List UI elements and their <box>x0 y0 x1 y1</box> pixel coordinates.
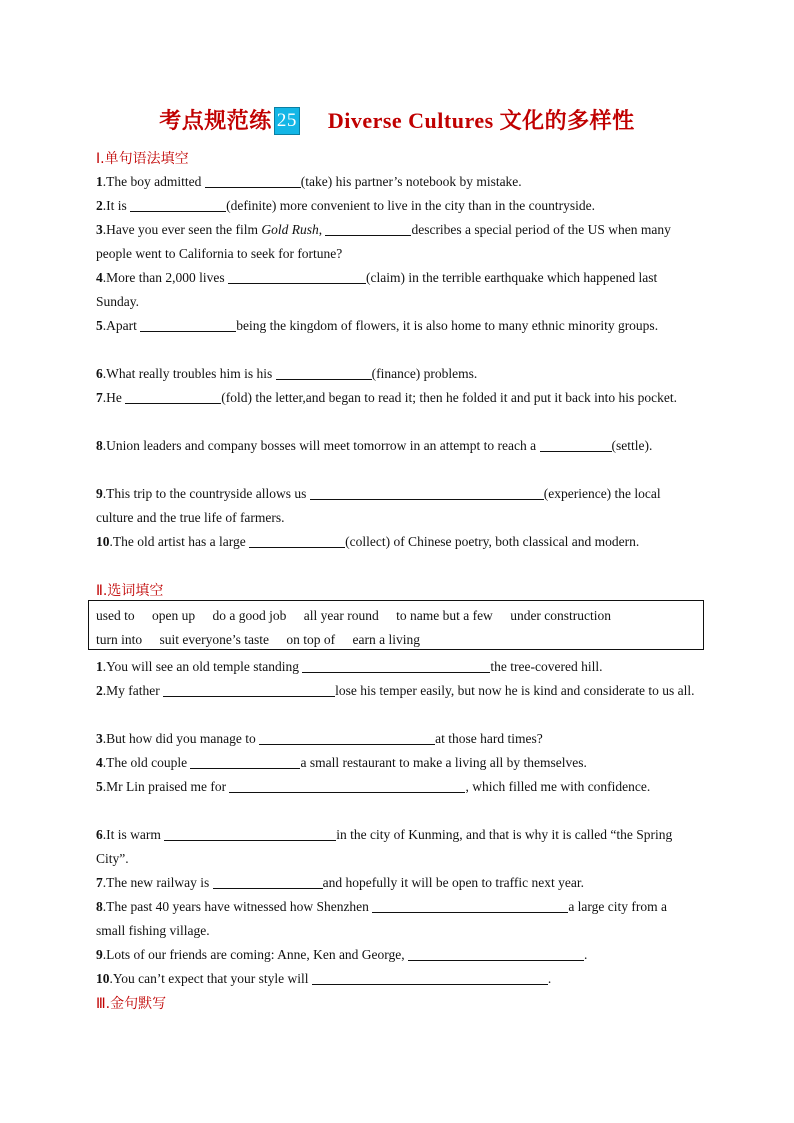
title-en: Diverse Cultures <box>327 108 494 133</box>
answer-blank[interactable] <box>205 173 301 188</box>
word-option: earn a living <box>352 632 420 647</box>
answer-blank[interactable] <box>190 754 300 769</box>
word-option: suit everyone’s taste <box>159 632 269 647</box>
word-option: under construction <box>510 608 612 623</box>
question-1-8: 8.Union leaders and company bosses will meet tomorrow in an attempt to reach a (settle). <box>96 438 653 453</box>
answer-blank[interactable] <box>540 437 612 452</box>
question-1-5: 5.Apart being the kingdom of flowers, it is also home to many ethnic minority groups. <box>96 318 659 333</box>
question-2-8: 8.The past 40 years have witnessed how Shenzhen a large city from a small fishing village. <box>96 899 668 938</box>
answer-blank[interactable] <box>310 485 544 500</box>
question-1-7: 7.He (fold) the letter,and began to read it; then he folded it and put it back into his pocket. <box>96 390 677 405</box>
question-2-2: 2.My father lose his temper easily, but now he is kind and considerate to us all. <box>96 683 695 698</box>
answer-blank[interactable] <box>130 197 226 212</box>
answer-blank[interactable] <box>372 898 568 913</box>
word-bank-row-1 <box>96 604 703 628</box>
word-option: used to <box>96 608 135 623</box>
title-cn-subtitle: 文化的多样性 <box>499 108 635 134</box>
question-2-3: 3.But how did you manage to at those hard times? <box>96 731 543 746</box>
answer-blank[interactable] <box>312 970 548 985</box>
answer-blank[interactable] <box>302 658 490 673</box>
word-option: to name but a few <box>396 608 493 623</box>
title-cn: 考点规范练 <box>159 108 272 134</box>
answer-blank[interactable] <box>259 730 435 745</box>
word-option: do a good job <box>212 608 287 623</box>
answer-blank[interactable] <box>213 874 323 889</box>
answer-blank[interactable] <box>249 533 345 548</box>
answer-blank[interactable] <box>325 221 411 236</box>
word-option: turn into <box>96 632 143 647</box>
section-heading-quotes: Ⅲ.金句默写 <box>96 996 167 1012</box>
question-2-5: 5.Mr Lin praised me for , which filled me with confidence. <box>96 779 651 794</box>
answer-blank[interactable] <box>229 778 465 793</box>
answer-blank[interactable] <box>125 389 221 404</box>
question-2-10: 10.You can’t expect that your style will . <box>96 971 552 986</box>
answer-blank[interactable] <box>276 365 372 380</box>
word-option: open up <box>152 608 196 623</box>
page-title <box>0 104 794 135</box>
section-heading-grammar: Ⅰ.单句语法填空 <box>96 151 189 167</box>
question-2-4: 4.The old couple a small restaurant to make a living all by themselves. <box>96 755 587 770</box>
question-2-7: 7.The new railway is and hopefully it will be open to traffic next year. <box>96 875 585 890</box>
word-bank-row-2 <box>96 628 703 652</box>
answer-blank[interactable] <box>164 826 336 841</box>
question-2-1: 1.You will see an old temple standing the tree-covered hill. <box>96 659 603 674</box>
question-1-10: 10.The old artist has a large (collect) of Chinese poetry, both classical and modern. <box>96 534 640 549</box>
section-heading-word-choice: Ⅱ.选词填空 <box>96 583 164 599</box>
question-2-9: 9.Lots of our friends are coming: Anne, Ken and George, . <box>96 947 588 962</box>
word-bank-box <box>88 600 704 650</box>
question-2-6: 6.It is warm in the city of Kunming, and that is why it is called “the Spring City”. <box>96 827 673 866</box>
question-1-9: 9.This trip to the countryside allows us (experience) the local culture and the true life of farmers. <box>96 486 661 525</box>
answer-blank[interactable] <box>140 317 236 332</box>
answer-blank[interactable] <box>228 269 366 284</box>
answer-blank[interactable] <box>408 946 584 961</box>
word-option: all year round <box>303 608 379 623</box>
question-1-4: 4.More than 2,000 lives (claim) in the terrible earthquake which happened last Sunday. <box>96 270 658 309</box>
word-option: on top of <box>286 632 336 647</box>
answer-blank[interactable] <box>163 682 335 697</box>
question-1-3: 3.Have you ever seen the film Gold Rush, describes a special period of the US when many people went to California to seek for fortune? <box>96 222 671 261</box>
question-1-6: 6.What really troubles him is his (finance) problems. <box>96 366 478 381</box>
question-1-2: 2.It is (definite) more convenient to live in the city than in the countryside. <box>96 198 596 213</box>
question-1-1: 1.The boy admitted (take) his partner’s notebook by mistake. <box>96 174 522 189</box>
lesson-number-badge: 25 <box>274 107 300 135</box>
